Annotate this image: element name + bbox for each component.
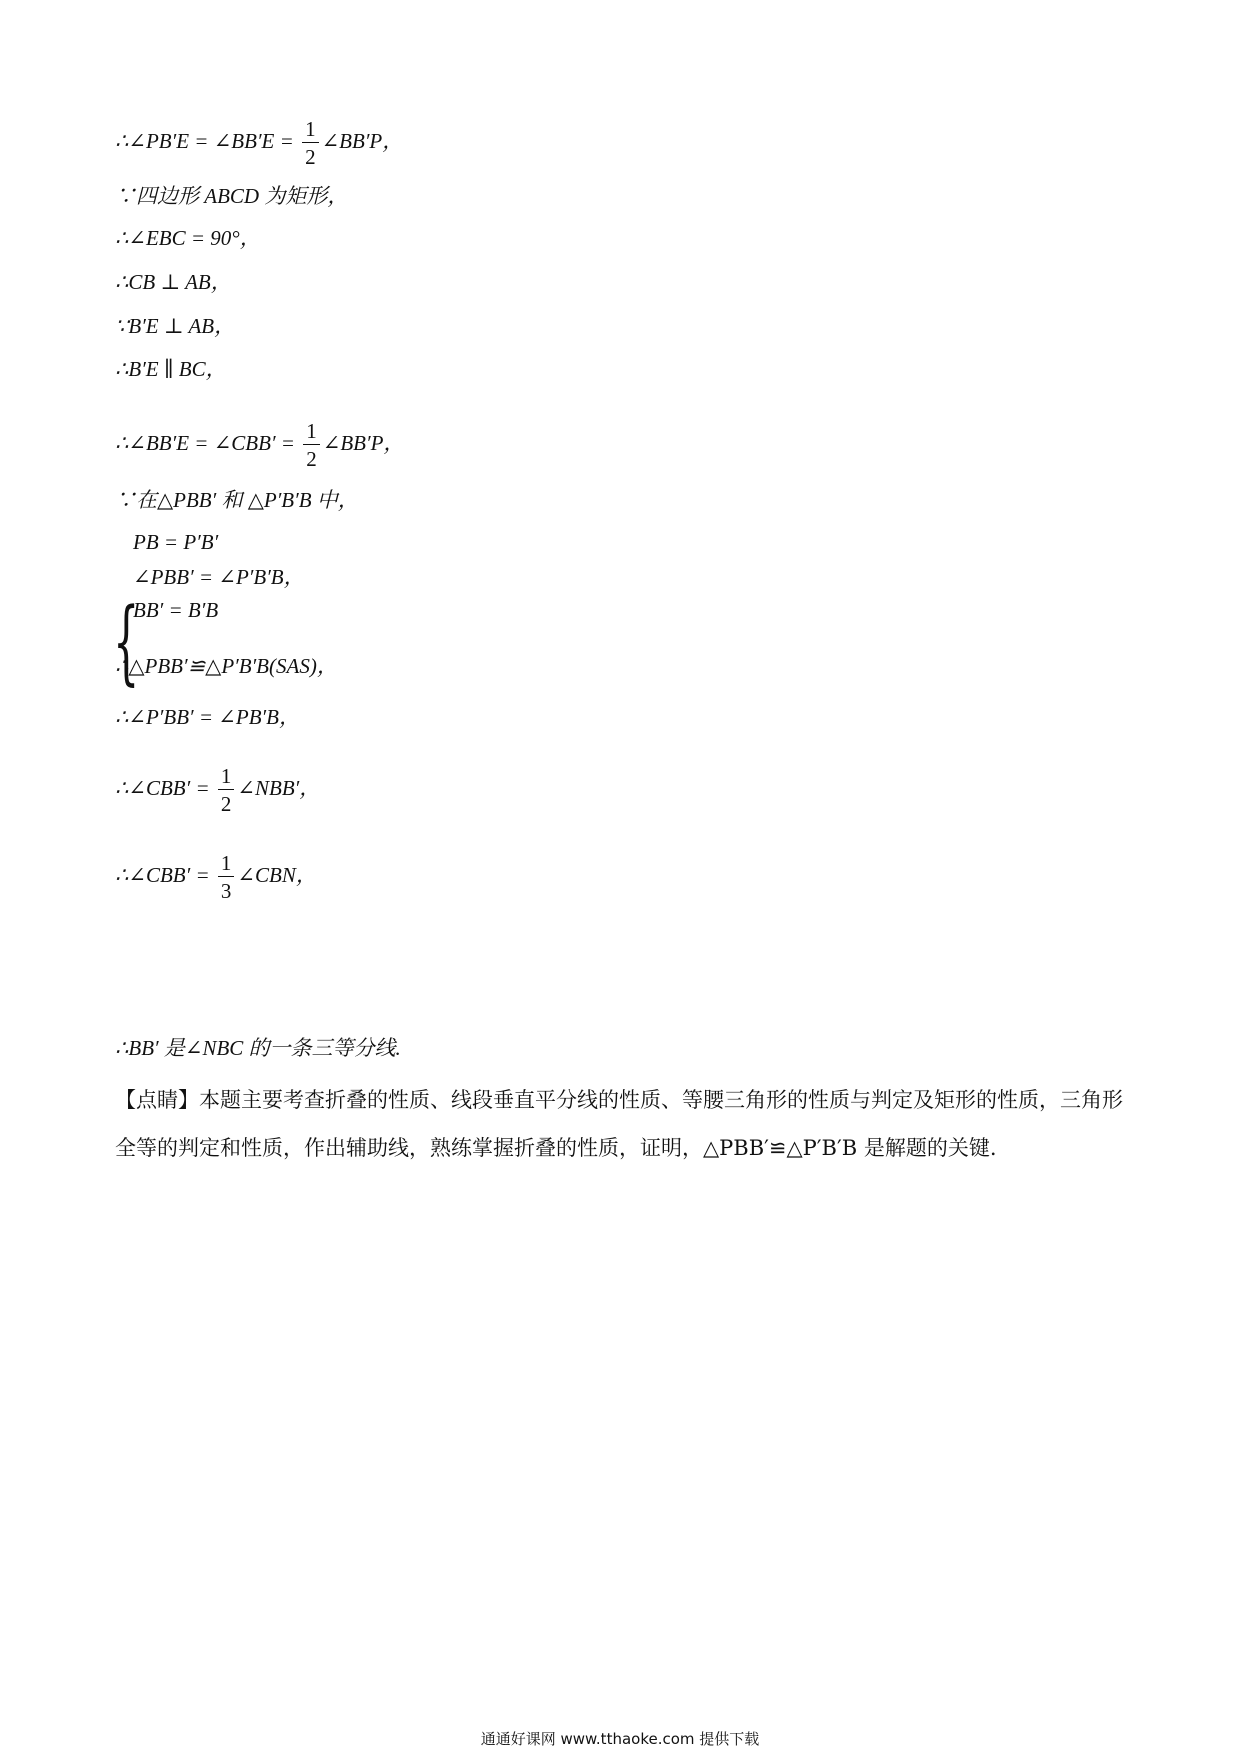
proof-line-8: ∵在△PBB′ 和 △P′B′B 中，	[115, 488, 359, 512]
proof-line-11-suffix: ∠NBB′，	[237, 775, 321, 800]
system-brace: {	[113, 588, 140, 695]
proof-line-3: ∴∠EBC = 90°，	[115, 226, 261, 250]
fraction-denominator: 2	[306, 447, 317, 472]
proof-line-1-prefix: ∴∠PB′E = ∠BB′E =	[115, 128, 300, 153]
proof-line-5: ∵B′E ⊥ AB，	[115, 314, 236, 338]
proof-line-7-suffix: ∠BB′P，	[322, 430, 405, 455]
proof-line-7-prefix: ∴∠BB′E = ∠CBB′ =	[115, 430, 301, 455]
comment-paragraph: 【点睛】本题主要考查折叠的性质、线段垂直平分线的性质、等腰三角形的性质与判定及矩形的性质，三角形全等的判定和性质，作出辅助线，熟练掌握折叠的性质，证明，△PBB′≌△P′B′B 是解题的关键.	[115, 1088, 1123, 1160]
proof-line-12	[115, 852, 317, 902]
system-line-2: ∠PBB′ = ∠P′B′B，	[133, 565, 305, 589]
proof-line-12-prefix: ∴∠CBB′ =	[115, 862, 215, 887]
proof-line-12-suffix: ∠CBN，	[237, 862, 317, 887]
fraction	[303, 420, 320, 470]
proof-line-1-suffix: ∠BB′P，	[321, 128, 404, 153]
fraction-numerator: 1	[303, 420, 320, 445]
fraction	[218, 765, 235, 815]
proof-line-11-prefix: ∴∠CBB′ =	[115, 775, 215, 800]
fraction	[302, 118, 319, 168]
fraction-numerator: 1	[218, 852, 235, 877]
proof-line-6: ∴B′E ∥ BC，	[115, 357, 227, 381]
proof-line-2: ∵四边形 ABCD 为矩形，	[115, 184, 349, 208]
fraction	[218, 852, 235, 902]
fraction-numerator: 1	[302, 118, 319, 143]
proof-line-9: ∴△PBB′≌△P′B′B(SAS)，	[115, 654, 338, 678]
proof-line-10: ∴∠P′BB′ = ∠PB′B，	[115, 705, 300, 729]
proof-line-7	[115, 420, 404, 470]
fraction-denominator: 3	[220, 879, 232, 904]
system-line-3: BB′ = B′B	[133, 598, 219, 622]
proof-line-11	[115, 765, 320, 815]
fraction-denominator: 2	[305, 145, 316, 170]
footer-text: 通通好课网 www.tthaoke.com 提供下载	[480, 1730, 760, 1748]
system-line-1: PB = P′B′	[133, 530, 219, 554]
proof-line-4: ∴CB ⊥ AB，	[115, 270, 232, 294]
proof-line-1	[115, 118, 403, 168]
fraction-numerator: 1	[218, 765, 235, 790]
proof-line-13: ∴BB′ 是∠NBC 的一条三等分线.	[115, 1036, 401, 1060]
fraction-denominator: 2	[220, 792, 232, 817]
